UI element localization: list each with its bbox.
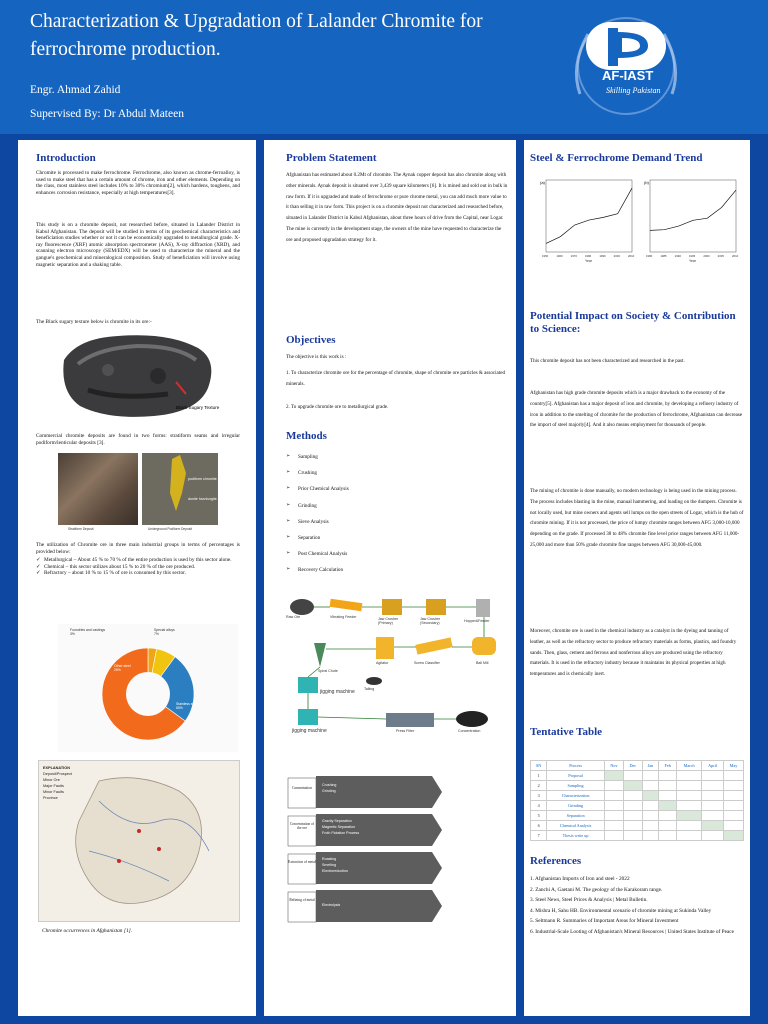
flow-label: Concentration (458, 729, 481, 733)
objectives-heading: Objectives (286, 334, 336, 346)
impact-heading: Potential Impact on Society & Contribution to Science: (530, 310, 736, 335)
stage-label: Concentration of the ore (289, 822, 315, 830)
intro-paragraph-5: The utilization of Chromite ore in three main industrial groups in terms of percentages is provided below: (36, 542, 240, 555)
stage-label: Extraction of metal (288, 860, 316, 864)
flow-label: Vibrating Feeder (330, 615, 357, 619)
flow-label: Hopper&Feeder (464, 619, 490, 623)
problem-heading: Problem Statement (286, 152, 377, 164)
demand-chart-tick: 2000 (613, 254, 620, 258)
stage-steps: Crushing Grinding (322, 783, 337, 793)
table-row: 2 Sampling (531, 781, 744, 791)
stage-steps: Electrolysis (322, 903, 341, 907)
map-legend-item: Minor Faults (43, 790, 64, 794)
intro-panel (18, 140, 256, 1016)
demand-chart-tick: 2005 (717, 254, 724, 258)
map-legend-item: Province (43, 796, 58, 800)
flow-label: Jaw Crusher (Primary) (378, 617, 399, 625)
tentative-table (530, 760, 744, 841)
demand-chart-label: (b) (644, 180, 649, 185)
usage-pie-chart (58, 624, 238, 752)
bullet-item: ✓ Metallurgical – About 45 % to 70 % of the entire production is used by this sector alone. (36, 557, 232, 563)
reference-item: 4. Mishra H, Sahu HB. Environmental scenario of chromite mining at Sukinda Valley (530, 907, 712, 914)
problem-text: Afghanistan has estimated about 0.2Mt of chromite. The Aynak copper deposit has also chromite along with other minerals. Aynak deposit is situated over 3,439 square kilometers [6]. It is mined and sold out in bulk in raw form. If it is upgraded and made of ferrochrome or pure chrome metal, you can add much more value to it than selling it in raw form. This project is on a chromite deposit not characterized and researched before, situated in Lalander District in Kabul Afghanistan, about three hours of drive from the Capital, near Logar. The mine is currently in the development stage, the owners of the mine have requested to characterize the ore and proposed upgradation strategy for it. (286, 172, 508, 243)
demand-charts (532, 174, 746, 266)
table-row: 6 Chemical Analysis (531, 821, 744, 831)
reference-item: 2. Zanchi A, Gaetani M. The geology of the Karakoram range. (530, 886, 663, 893)
method-item: ➢ Recovery Calculation (286, 562, 506, 578)
map-legend-item: Major Faults (43, 784, 64, 788)
table-row: 5 Separation (531, 811, 744, 821)
intro-heading: Introduction (36, 152, 96, 164)
map-legend (43, 765, 99, 801)
demand-series-line (546, 188, 632, 243)
intro-paragraph-4: Commercial chromite deposits are found in two forms: stratiform seams and irregular podiform/lenticular deposits [3]. (36, 433, 240, 446)
flow-label: Jaw Crusher (Secondary) (420, 617, 441, 625)
demand-chart-tick: 1990 (599, 254, 606, 258)
pie-hole (126, 672, 170, 716)
pie-label-foundries: Foundries and castings 3% (70, 628, 106, 636)
intro-paragraph-2: This study is on a chromite deposit, not researched before, situated in Lalander District in Kabul Afghanistan. The deposit will be studied in terms of its geochemical characteristics and beneficiation studies whether or not it can be economically upgraded to metallurgical grade. X-ray fluorescence (XRF) atomic absorption spectrometer (AAS), X-ray diffraction (XRD), and scanning electron microscopy (SEM/EDX) will be used to characterize the mineral and the gangue's geochemical and mineralogical composition. Study of beneficiation will involve using magnetic separation and a shaking table. (36, 222, 240, 268)
stage-label: Refining of metal (289, 898, 315, 902)
afghanistan-map (38, 760, 240, 922)
demand-chart-frame (546, 180, 632, 252)
method-item: ➢ Grinding (286, 498, 506, 514)
references-heading: References (530, 855, 582, 867)
intro-paragraph-3: The Black sugary texture below is chromite in its ore:- (36, 319, 152, 325)
reference-item: 5. Seltmann R. Summaries of Important Areas for Mineral Investment (530, 918, 679, 924)
deposit-photos (58, 453, 218, 533)
poster-header (0, 0, 768, 134)
impact-paragraph-3: The mining of chromite is done manually, no modern technology is being used in the mining process. The process includes blasting in the mine, manual hammering, and loading on the dumpers. Chromite is not locally used, but mine owners and agents sell lumps on the open streets of Logar, which is the hub of chromite mining. If it is not processed, the price of lumpy chromite ranges between AFG 3,000-10,000 depending on the grade. If processed 38 to 48% chromite fine level price ranges between AFG 11,000-25,000 and more than 50% grade chromite fine ranges between AFG 30,000-45,000. (530, 488, 744, 548)
demand-chart-tick: 1985 (660, 254, 667, 258)
table-row: 3 Characterization (531, 791, 744, 801)
demand-chart-tick: 1980 (646, 254, 653, 258)
stratiform-label: Stratiform Deposit (68, 527, 94, 531)
bullet-item: ✓ Refractory – about 10 % to 15 % of ore is consumed by this sector. (36, 570, 186, 577)
reference-item: 6. Industrial-Scale Looting of Afghanistan's Mineral Resources | United States Institute of Peace (530, 928, 734, 935)
method-item: ➢ Separation (286, 530, 506, 546)
methods-list (286, 449, 506, 579)
pie-label-other: Other steel 25% (114, 664, 131, 672)
demand-chart-tick: 2010 (628, 254, 635, 258)
chromite-photo (58, 330, 228, 424)
intro-paragraph-1: Chromite is processed to make ferrochrome. Ferrochrome, also known as chrome-ferroalloy, is used to make steel that has a certain amount of chrome, iron and other elements. Depending on the class, most stainless steel includes 10% to 30% chromium[2], which hardens, toughens, and enhances corrosion resistance, especially at high temperatures[3]. (36, 170, 240, 196)
method-item: ➢ Sieve Analysis (286, 514, 506, 530)
flow-label: Press Filter (396, 729, 415, 733)
pie-label-special: Special alloys 7% (154, 628, 175, 636)
middle-panel (264, 140, 516, 1016)
table-header-row: SN Process Nov Dec Jan Feb March April May (531, 761, 744, 771)
demand-chart-tick: 1995 (689, 254, 696, 258)
demand-chart-xlabel: Year (585, 259, 592, 263)
method-item: ➢ Sampling (286, 449, 506, 465)
objective-item-1: 1. To characterize chromite ore for the percentage of chromite, shape of chromite ore particles & associated minerals. (286, 370, 506, 387)
demand-chart-tick: 2010 (732, 254, 739, 258)
method-item: ➢ Crushing (286, 465, 506, 481)
reference-item: 3. Steel News, Steel Prices & Analysis | Metal Bulletin. (530, 897, 648, 903)
author-name: Engr. Ahmad Zahid (30, 84, 121, 96)
demand-heading: Steel & Ferrochrome Demand Trend (530, 152, 703, 164)
flow-label: Agitator (376, 661, 389, 665)
reference-item: 1. Afghanistan Imports of Iron and steel - 2022 (530, 876, 630, 882)
map-caption: Chromite occurrences in Afghanistan [1]. (42, 928, 133, 934)
demand-chart-tick: 1960 (556, 254, 563, 258)
table-row: 1 Proposal (531, 771, 744, 781)
demand-chart-tick: 1970 (570, 254, 577, 258)
stage-steps: Roasting Smelting Electroreduction (322, 857, 348, 873)
demand-chart-label: (a) (540, 180, 545, 185)
demand-chart-xlabel: Year (689, 259, 696, 263)
flow-label: Screw Classifier (414, 661, 440, 665)
references-list (530, 874, 744, 937)
logo-text: AF-IAST (602, 68, 654, 83)
table-row: 4 Grinding (531, 801, 744, 811)
usage-bullets (36, 557, 240, 577)
map-legend-item: Minor Ore (43, 778, 60, 782)
demand-series-line (650, 190, 736, 230)
demand-chart-tick: 1950 (542, 254, 549, 258)
black-sugary-label: Black Sugary Texture (176, 405, 220, 410)
methods-heading: Methods (286, 430, 327, 442)
pie-label-stainless: Stainless steel 65% (176, 702, 198, 710)
method-item: ➢ Post Chemical Analysis (286, 546, 506, 562)
supervisor-name: Supervised By: Dr Abdul Mateen (30, 108, 184, 120)
dunite-label: dunite harzburgite (188, 497, 217, 501)
demand-chart-tick: 2000 (703, 254, 710, 258)
stage-label: Comminution (292, 786, 312, 790)
poster-title: Characterization & Upgradation of Lalander Chromite for ferrochrome production. (30, 11, 483, 60)
objective-item-2: 2. To upgrade chromite ore to metallurgical grade. (286, 404, 389, 410)
stratiform-photo (58, 453, 138, 525)
podiform-label: podiform chromite (188, 477, 217, 481)
impact-paragraph-4: Moreover, chromite ore is used in the chemical industry as a catalyst in the dyeing and tanning of leather, as well as the refractory sector to produce refractory materials as forms, plastics, and foundry sands. Then, glass, cement and ferrous and nonferrous alloys are produced using the refractory materials. It is used in the refractory industry because it maintains its physical properties at high temperatures and is chemically inert. (530, 628, 737, 678)
right-panel (524, 140, 750, 1016)
map-legend-title: EXPLANATION (43, 766, 70, 770)
objectives-intro: The objective is this work is : (286, 354, 347, 360)
bullet-item: ✓ Chemical – this sector utilizes about 15 % to 20 % of the ore produced. (36, 563, 196, 570)
table-heading: Tentative Table (530, 726, 603, 738)
logo-subtitle: Skilling Pakistan (606, 86, 661, 95)
stage-steps: Gravity Separation Magnetic Separation Froth Flotation Process (322, 819, 360, 835)
process-flowsheet (286, 597, 508, 752)
flow-label: Tailing (364, 687, 375, 691)
map-legend-item: Deposit/Prospect (43, 772, 72, 776)
flow-label: jigging machine (292, 728, 327, 734)
flow-label: jigging machine (320, 689, 355, 695)
impact-paragraph-2: Afghanistan has high grade chromite deposits which is a major drawback to the economy of the country[5]. Afghanistan has a major deposit of iron and chromite, by developing a refinery industry of iron in addition to the smelting of chromite for the production of ferrochrome, Afghanistan can decrease the import of steel majorly[4]. And it also means employment for thousands of people. (530, 390, 743, 429)
method-item: ➢ Prior Chemical Analysis (286, 481, 506, 497)
demand-chart-frame (650, 180, 736, 252)
table-row: 7 Thesis write up (531, 831, 744, 841)
underground-label: Underground Podiform Deposit (148, 527, 192, 531)
logo-icon (566, 14, 686, 118)
flow-label: Ball Mill (476, 661, 489, 665)
flow-label: Raw Ore (286, 615, 301, 619)
impact-paragraph-1: This chromite deposit has not been characterized and researched in the past. (530, 358, 685, 364)
demand-chart-tick: 1990 (674, 254, 681, 258)
flow-label: Spiral Chute (318, 669, 338, 673)
podiform-photo (142, 453, 218, 525)
process-stages-diagram (286, 772, 446, 938)
demand-chart-tick: 1980 (585, 254, 592, 258)
